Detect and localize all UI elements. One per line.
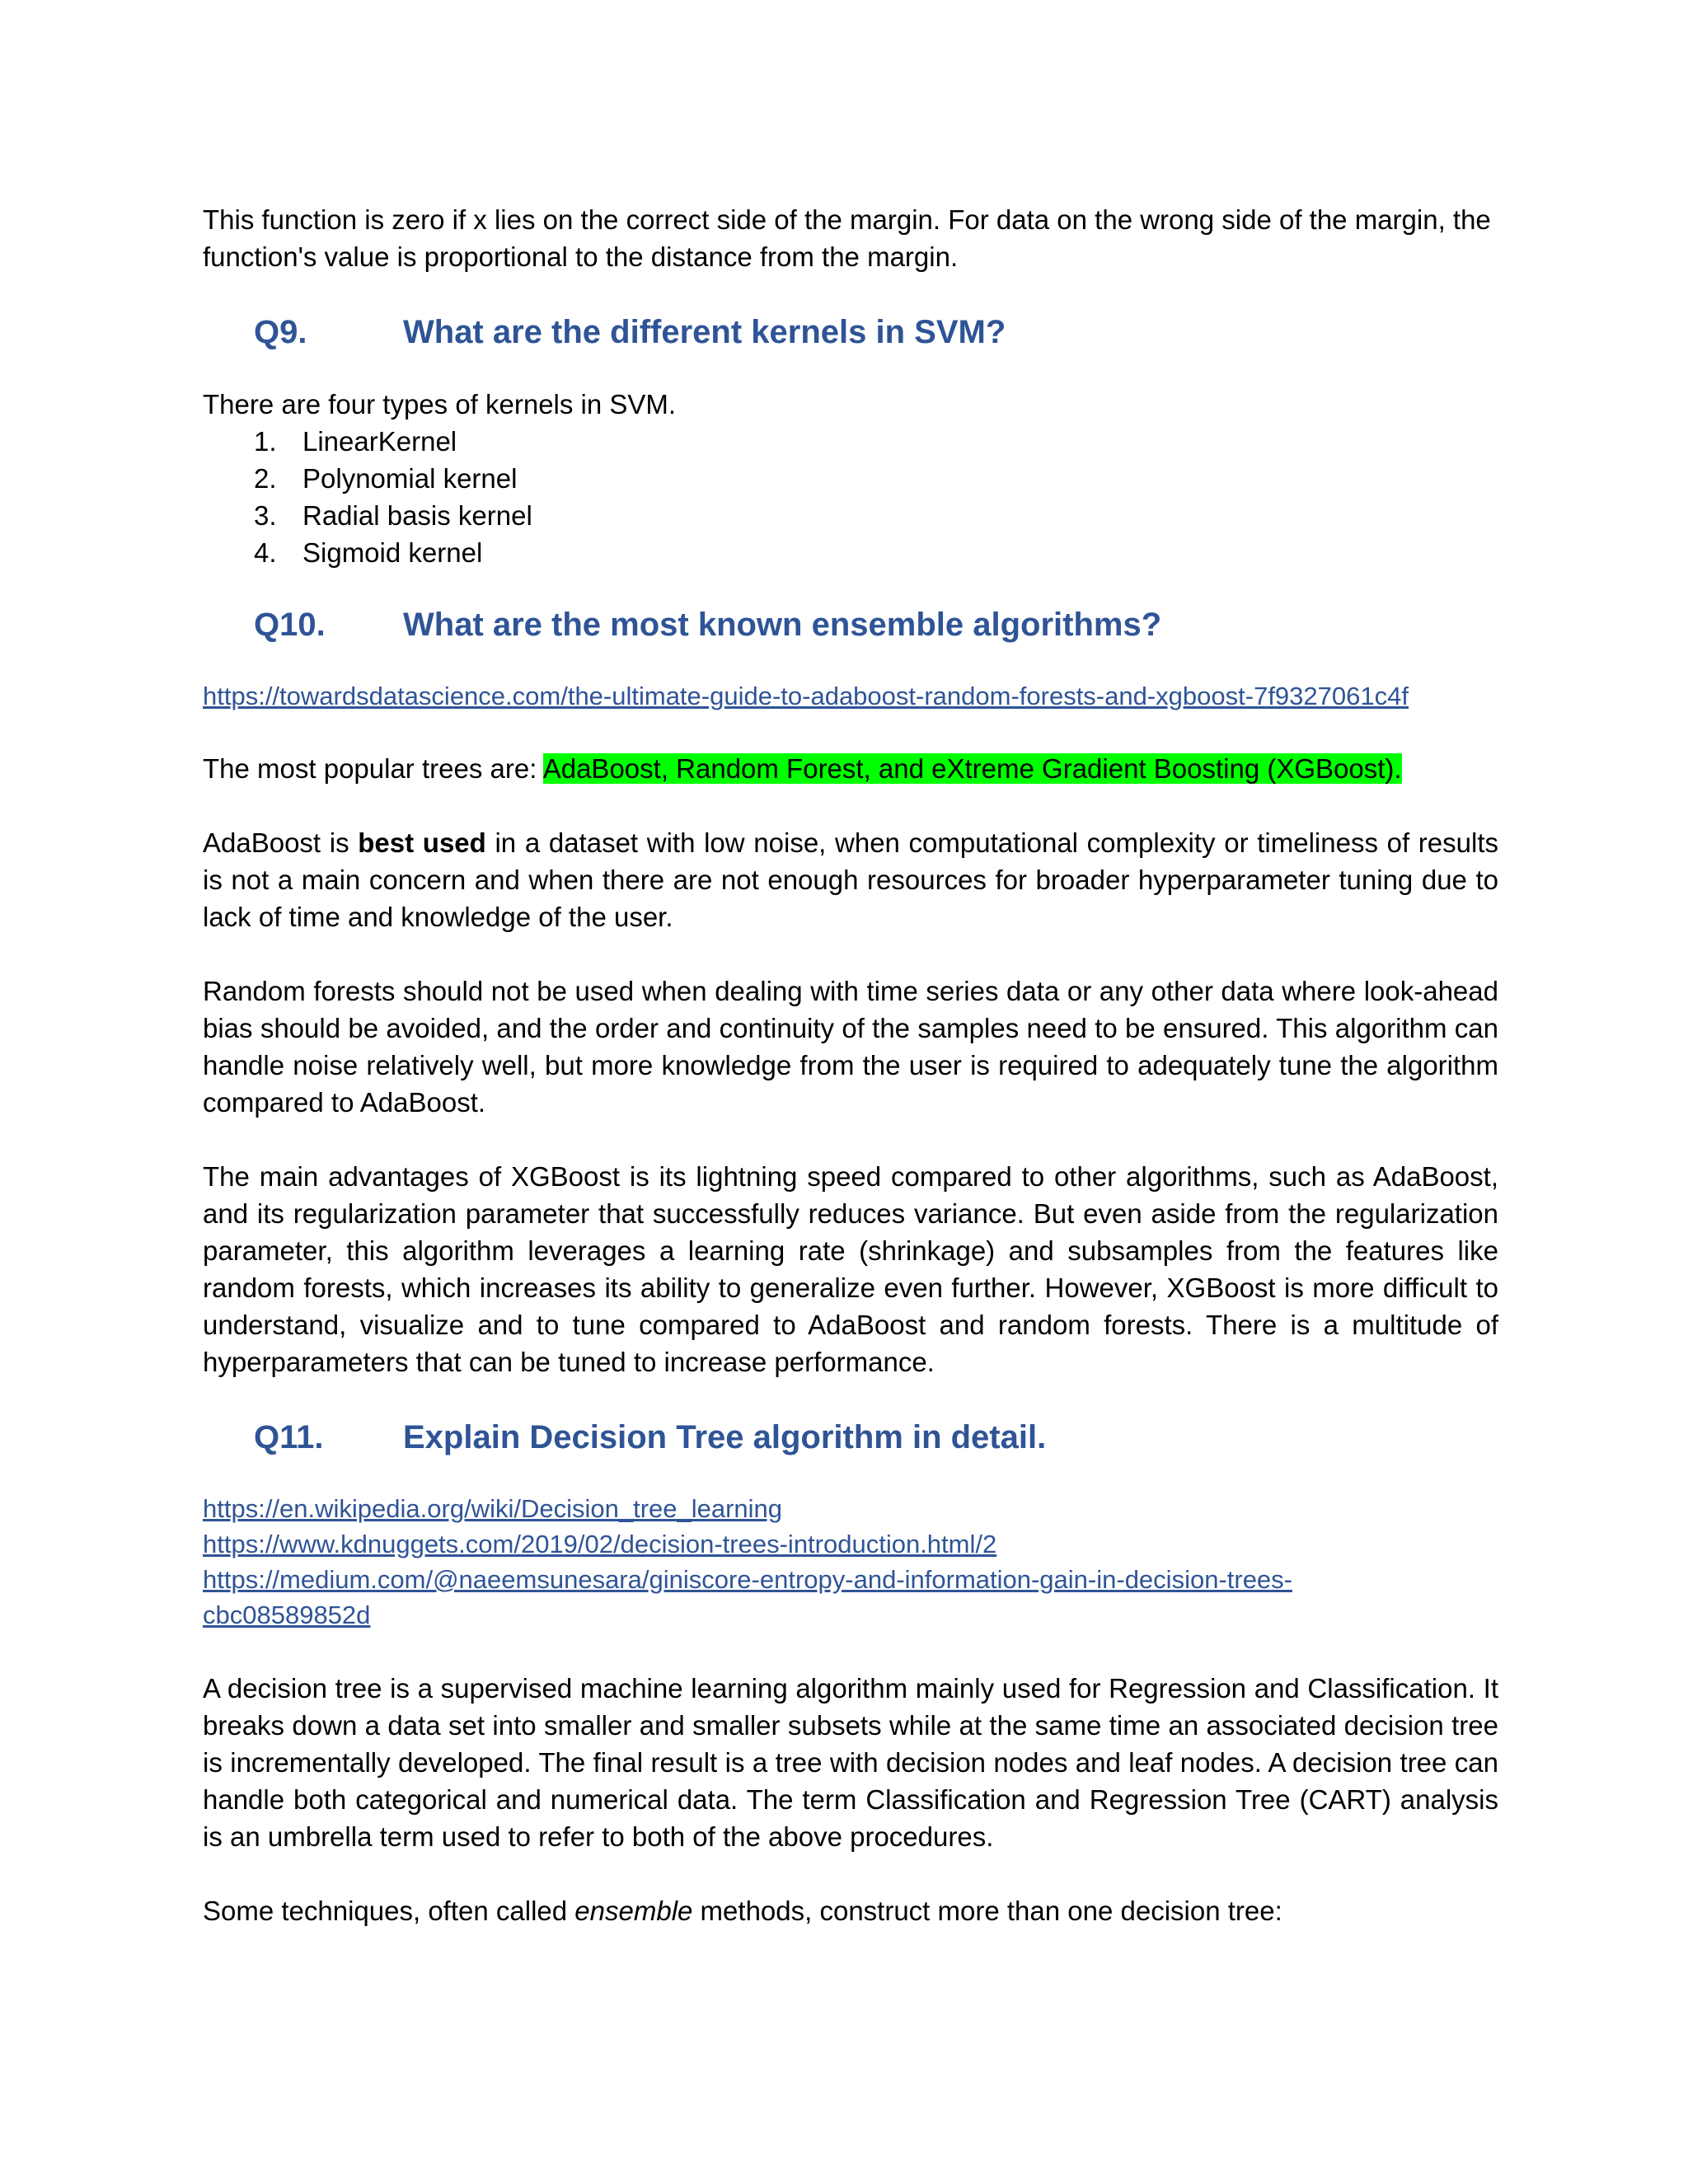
list-marker: 4.: [254, 537, 277, 568]
adaboost-text-bold: best used: [358, 827, 486, 858]
list-marker: 3.: [254, 500, 277, 531]
kdnuggets-link[interactable]: https://www.kdnuggets.com/2019/02/decision-trees-introduction.html/2: [203, 1530, 997, 1558]
medium-link-line1: https://medium.com/@naeemsunesara/giniscore-entropy-and-information-gain-in-decision-trees-: [203, 1565, 1292, 1594]
q10-source-link[interactable]: https://towardsdatascience.com/the-ultimate-guide-to-adaboost-random-forests-and-xgboost-7f9327061c4f: [203, 682, 1409, 710]
kernel-label: Polynomial kernel: [302, 463, 518, 494]
popular-trees-paragraph: [203, 750, 1498, 787]
q11-number: Q11.: [254, 1419, 324, 1455]
list-marker: 2.: [254, 463, 277, 494]
decision-tree-paragraph: A decision tree is a supervised machine learning algorithm mainly used for Regression and Classification. It breaks down a data set into smaller and smaller subsets while at the same time an associated decision tree is incrementally developed. The final result is a tree with decision nodes and leaf nodes. A decision tree can handle both categorical and numerical data. The term Classification and Regression Tree (CART) analysis is an umbrella term used to refer to both of the above procedures.: [203, 1673, 1498, 1852]
q9-number: Q9.: [254, 314, 307, 350]
list-marker: 1.: [254, 426, 277, 457]
list-item: [203, 460, 1498, 497]
kernel-label: Radial basis kernel: [302, 500, 532, 531]
document-page: [203, 201, 1498, 1929]
list-item: [203, 423, 1498, 460]
kernel-label: LinearKernel: [302, 426, 457, 457]
q11-title: Explain Decision Tree algorithm in detail.: [403, 1419, 1047, 1455]
intro-paragraph: This function is zero if x lies on the correct side of the margin. For data on the wrong side of the margin, the function's value is proportional to the distance from the margin.: [203, 204, 1491, 272]
medium-link[interactable]: [203, 1562, 1498, 1633]
xgboost-paragraph: The main advantages of XGBoost is its lightning speed compared to other algorithms, such as AdaBoost, and its regularization parameter that successfully reduces variance. But even aside from the regularization parameter, this algorithm leverages a learning rate (shrinkage) and subsamples from the features like random forests, which increases its ability to generalize even further. However, XGBoost is more difficult to understand, visualize and to tune compared to AdaBoost and random forests. There is a multitude of hyperparameters that can be tuned to increase performance.: [203, 1161, 1498, 1377]
list-item: [203, 497, 1498, 534]
adaboost-text-pre: AdaBoost is: [203, 827, 359, 858]
medium-link-line2: cbc08589852d: [203, 1601, 371, 1629]
popular-trees-prefix: The most popular trees are:: [203, 753, 543, 784]
random-forests-paragraph: Random forests should not be used when dealing with time series data or any other data where look-ahead bias should be avoided, and the order and continuity of the samples need to be ensured. This algorithm can handle noise relatively well, but more knowledge from the user is required to adequately tune the algorithm compared to AdaBoost.: [203, 976, 1498, 1118]
adaboost-text-post: in a dataset with low noise, when computational complexity or timeliness of results is not a main concern and when there are not enough resources for broader hyperparameter tuning due to lack of time and knowledge of the user.: [203, 827, 1498, 932]
q10-number: Q10.: [254, 607, 326, 643]
kernel-label: Sigmoid kernel: [302, 537, 483, 568]
popular-trees-highlight: AdaBoost, Random Forest, and eXtreme Gradient Boosting (XGBoost).: [542, 753, 1402, 784]
ensemble-text-pre: Some techniques, often called: [203, 1896, 575, 1926]
q9-title: What are the different kernels in SVM?: [403, 314, 1006, 350]
q10-heading: [203, 604, 1498, 645]
q9-heading: [203, 312, 1498, 353]
q10-title: What are the most known ensemble algorithms?: [403, 607, 1162, 643]
ensemble-text-post: methods, construct more than one decision tree:: [692, 1896, 1282, 1926]
kernel-list: [203, 423, 1498, 571]
q9-lead: There are four types of kernels in SVM.: [203, 389, 677, 419]
list-item: [203, 534, 1498, 571]
ensemble-text-italic: ensemble: [574, 1896, 693, 1926]
q11-heading: [203, 1417, 1498, 1458]
ensemble-paragraph: [203, 1892, 1498, 1929]
adaboost-paragraph: [203, 824, 1498, 935]
wikipedia-link[interactable]: https://en.wikipedia.org/wiki/Decision_tree_learning: [203, 1494, 783, 1523]
